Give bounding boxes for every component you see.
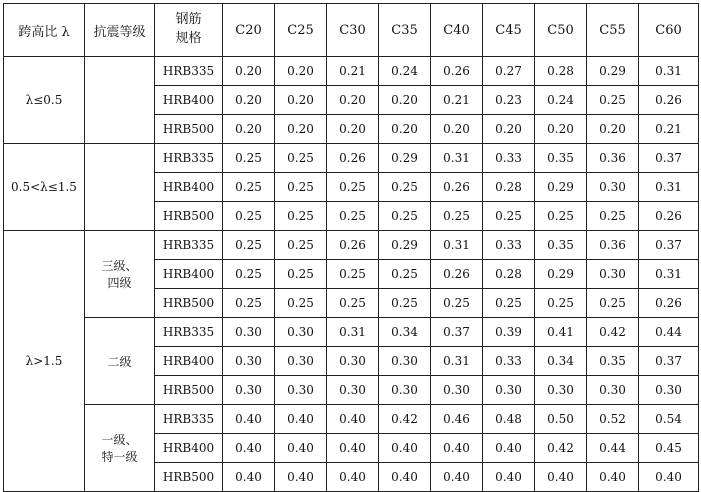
coefficient-cell: 0.25 xyxy=(431,202,483,231)
coefficient-cell: 0.35 xyxy=(535,231,587,260)
coefficient-cell: 0.41 xyxy=(535,318,587,347)
header-concrete-grade: C25 xyxy=(275,4,327,57)
coefficient-cell: 0.30 xyxy=(535,376,587,405)
header-concrete-grade: C55 xyxy=(587,4,639,57)
coefficient-cell: 0.31 xyxy=(431,144,483,173)
coefficient-cell: 0.46 xyxy=(431,405,483,434)
coefficient-cell: 0.40 xyxy=(639,463,699,492)
rebar-spec-cell: HRB500 xyxy=(155,115,223,144)
coefficient-cell: 0.40 xyxy=(275,405,327,434)
coefficient-cell: 0.37 xyxy=(639,144,699,173)
coefficient-cell: 0.25 xyxy=(275,260,327,289)
rebar-spec-cell: HRB335 xyxy=(155,231,223,260)
coefficient-cell: 0.28 xyxy=(535,57,587,86)
coefficient-cell: 0.25 xyxy=(327,289,379,318)
coefficient-cell: 0.36 xyxy=(587,231,639,260)
header-concrete-grade: C35 xyxy=(379,4,431,57)
coefficient-cell: 0.25 xyxy=(275,231,327,260)
coefficient-cell: 0.25 xyxy=(223,144,275,173)
header-rebar-spec-line: 规格 xyxy=(175,31,202,46)
coefficient-cell: 0.40 xyxy=(587,463,639,492)
coefficient-cell: 0.23 xyxy=(483,86,535,115)
coefficient-cell: 0.25 xyxy=(223,260,275,289)
coefficient-cell: 0.33 xyxy=(483,231,535,260)
rebar-spec-cell: HRB335 xyxy=(155,144,223,173)
coefficient-cell: 0.20 xyxy=(379,86,431,115)
coefficient-cell: 0.30 xyxy=(275,318,327,347)
coefficient-cell: 0.21 xyxy=(431,86,483,115)
coefficient-cell: 0.25 xyxy=(431,289,483,318)
coefficient-cell: 0.25 xyxy=(587,86,639,115)
coefficient-cell: 0.25 xyxy=(587,289,639,318)
span-ratio-cell: λ>1.5 xyxy=(4,231,85,492)
coefficient-cell: 0.29 xyxy=(587,57,639,86)
table-row xyxy=(4,405,699,434)
coefficient-cell: 0.29 xyxy=(379,144,431,173)
seismic-grade-line: 特一级 xyxy=(101,450,138,464)
coefficient-cell: 0.20 xyxy=(587,115,639,144)
coefficient-cell: 0.20 xyxy=(379,115,431,144)
seismic-grade-cell xyxy=(85,144,155,231)
rebar-spec-cell: HRB400 xyxy=(155,260,223,289)
seismic-grade-cell xyxy=(85,57,155,144)
coefficient-cell: 0.37 xyxy=(431,318,483,347)
coefficient-cell: 0.40 xyxy=(535,463,587,492)
coefficient-cell: 0.20 xyxy=(223,57,275,86)
header-concrete-grade: C30 xyxy=(327,4,379,57)
coefficient-cell: 0.30 xyxy=(431,376,483,405)
coefficient-cell: 0.20 xyxy=(275,57,327,86)
coefficient-cell: 0.37 xyxy=(639,347,699,376)
coefficient-cell: 0.31 xyxy=(431,347,483,376)
rebar-spec-cell: HRB335 xyxy=(155,318,223,347)
rebar-spec-cell: HRB500 xyxy=(155,202,223,231)
seismic-grade-cell xyxy=(85,318,155,405)
coefficient-cell: 0.30 xyxy=(275,347,327,376)
coefficient-cell: 0.25 xyxy=(327,173,379,202)
coefficient-cell: 0.42 xyxy=(587,318,639,347)
coefficient-cell: 0.34 xyxy=(379,318,431,347)
table-row xyxy=(4,57,699,86)
coefficient-cell: 0.31 xyxy=(431,231,483,260)
coefficient-cell: 0.39 xyxy=(483,318,535,347)
coefficient-cell: 0.40 xyxy=(275,463,327,492)
coefficient-cell: 0.25 xyxy=(275,173,327,202)
coefficient-cell: 0.30 xyxy=(379,347,431,376)
coefficient-cell: 0.35 xyxy=(535,144,587,173)
coefficient-cell: 0.30 xyxy=(223,318,275,347)
coefficient-cell: 0.40 xyxy=(275,434,327,463)
coefficient-cell: 0.25 xyxy=(483,289,535,318)
coefficient-cell: 0.26 xyxy=(639,289,699,318)
coefficient-cell: 0.40 xyxy=(483,434,535,463)
rebar-spec-cell: HRB400 xyxy=(155,173,223,202)
seismic-grade-line: 二级 xyxy=(107,354,132,369)
coefficient-cell: 0.40 xyxy=(379,434,431,463)
coefficient-cell: 0.40 xyxy=(327,405,379,434)
seismic-grade-line: 三级、 xyxy=(101,259,138,273)
coefficient-cell: 0.33 xyxy=(483,347,535,376)
coefficient-cell: 0.24 xyxy=(379,57,431,86)
coefficient-cell: 0.20 xyxy=(223,115,275,144)
coefficient-cell: 0.29 xyxy=(535,173,587,202)
coefficient-cell: 0.25 xyxy=(587,202,639,231)
coefficient-cell: 0.36 xyxy=(587,144,639,173)
coefficient-cell: 0.34 xyxy=(535,347,587,376)
coefficient-cell: 0.35 xyxy=(587,347,639,376)
coefficient-cell: 0.21 xyxy=(639,115,699,144)
coefficient-cell: 0.26 xyxy=(639,86,699,115)
coefficient-cell: 0.30 xyxy=(223,376,275,405)
header-concrete-grade: C20 xyxy=(223,4,275,57)
coefficient-cell: 0.25 xyxy=(483,202,535,231)
table-row xyxy=(4,318,699,347)
coefficient-cell: 0.30 xyxy=(639,376,699,405)
coefficient-cell: 0.26 xyxy=(327,231,379,260)
coefficient-cell: 0.30 xyxy=(275,376,327,405)
rebar-spec-cell: HRB500 xyxy=(155,376,223,405)
coefficient-cell: 0.25 xyxy=(327,260,379,289)
coefficient-cell: 0.26 xyxy=(431,260,483,289)
seismic-grade-line: 四级 xyxy=(107,276,132,290)
coefficient-cell: 0.31 xyxy=(639,260,699,289)
rebar-spec-cell: HRB400 xyxy=(155,434,223,463)
coefficient-cell: 0.44 xyxy=(587,434,639,463)
coefficient-cell: 0.25 xyxy=(379,173,431,202)
coefficient-cell: 0.37 xyxy=(639,231,699,260)
coefficient-cell: 0.25 xyxy=(535,202,587,231)
coefficient-cell: 0.42 xyxy=(379,405,431,434)
coefficient-cell: 0.40 xyxy=(327,434,379,463)
coefficient-cell: 0.30 xyxy=(587,260,639,289)
coefficient-cell: 0.40 xyxy=(223,405,275,434)
rebar-spec-cell: HRB335 xyxy=(155,57,223,86)
coefficient-cell: 0.24 xyxy=(535,86,587,115)
coefficient-cell: 0.25 xyxy=(275,289,327,318)
coefficient-cell: 0.25 xyxy=(379,289,431,318)
coefficient-cell: 0.20 xyxy=(275,86,327,115)
coefficient-cell: 0.20 xyxy=(327,86,379,115)
header-concrete-grade: C50 xyxy=(535,4,587,57)
coefficient-cell: 0.42 xyxy=(535,434,587,463)
rebar-spec-cell: HRB400 xyxy=(155,347,223,376)
coefficient-cell: 0.33 xyxy=(483,144,535,173)
coefficient-table xyxy=(3,3,699,492)
table-row xyxy=(4,144,699,173)
coefficient-cell: 0.48 xyxy=(483,405,535,434)
coefficient-cell: 0.40 xyxy=(223,463,275,492)
coefficient-cell: 0.31 xyxy=(639,173,699,202)
coefficient-cell: 0.20 xyxy=(483,115,535,144)
coefficient-cell: 0.25 xyxy=(327,202,379,231)
coefficient-cell: 0.25 xyxy=(379,260,431,289)
coefficient-cell: 0.20 xyxy=(223,86,275,115)
header-rebar-spec xyxy=(155,4,223,57)
header-seismic-grade: 抗震等级 xyxy=(85,4,155,57)
coefficient-cell: 0.26 xyxy=(327,144,379,173)
coefficient-cell: 0.26 xyxy=(431,173,483,202)
coefficient-cell: 0.25 xyxy=(379,202,431,231)
coefficient-cell: 0.30 xyxy=(379,376,431,405)
coefficient-cell: 0.45 xyxy=(639,434,699,463)
table-row xyxy=(4,231,699,260)
rebar-spec-cell: HRB500 xyxy=(155,289,223,318)
seismic-grade-cell xyxy=(85,405,155,492)
coefficient-cell: 0.20 xyxy=(535,115,587,144)
coefficient-cell: 0.26 xyxy=(431,57,483,86)
coefficient-cell: 0.30 xyxy=(327,347,379,376)
coefficient-cell: 0.30 xyxy=(223,347,275,376)
coefficient-cell: 0.28 xyxy=(483,173,535,202)
header-concrete-grade: C40 xyxy=(431,4,483,57)
rebar-spec-cell: HRB335 xyxy=(155,405,223,434)
header-span-ratio: 跨高比 λ xyxy=(4,4,85,57)
coefficient-cell: 0.21 xyxy=(327,57,379,86)
coefficient-cell: 0.31 xyxy=(639,57,699,86)
coefficient-cell: 0.50 xyxy=(535,405,587,434)
coefficient-cell: 0.25 xyxy=(223,173,275,202)
coefficient-cell: 0.31 xyxy=(327,318,379,347)
coefficient-cell: 0.30 xyxy=(587,376,639,405)
header-concrete-grade: C60 xyxy=(639,4,699,57)
coefficient-cell: 0.28 xyxy=(483,260,535,289)
coefficient-cell: 0.25 xyxy=(535,289,587,318)
coefficient-cell: 0.54 xyxy=(639,405,699,434)
coefficient-cell: 0.40 xyxy=(431,463,483,492)
coefficient-cell: 0.25 xyxy=(223,231,275,260)
coefficient-cell: 0.29 xyxy=(535,260,587,289)
coefficient-cell: 0.52 xyxy=(587,405,639,434)
coefficient-cell: 0.40 xyxy=(483,463,535,492)
span-ratio-cell: λ≤0.5 xyxy=(4,57,85,144)
coefficient-cell: 0.40 xyxy=(431,434,483,463)
coefficient-cell: 0.20 xyxy=(431,115,483,144)
coefficient-cell: 0.30 xyxy=(327,376,379,405)
coefficient-cell: 0.20 xyxy=(275,115,327,144)
coefficient-cell: 0.25 xyxy=(223,289,275,318)
coefficient-cell: 0.40 xyxy=(327,463,379,492)
coefficient-cell: 0.40 xyxy=(379,463,431,492)
coefficient-cell: 0.40 xyxy=(223,434,275,463)
coefficient-cell: 0.30 xyxy=(587,173,639,202)
coefficient-cell: 0.27 xyxy=(483,57,535,86)
coefficient-cell: 0.25 xyxy=(223,202,275,231)
coefficient-cell: 0.26 xyxy=(639,202,699,231)
header-row xyxy=(4,4,699,57)
rebar-spec-cell: HRB400 xyxy=(155,86,223,115)
coefficient-cell: 0.25 xyxy=(275,202,327,231)
coefficient-cell: 0.44 xyxy=(639,318,699,347)
header-concrete-grade: C45 xyxy=(483,4,535,57)
span-ratio-cell: 0.5<λ≤1.5 xyxy=(4,144,85,231)
header-rebar-spec-line: 钢筋 xyxy=(175,12,202,28)
coefficient-cell: 0.29 xyxy=(379,231,431,260)
seismic-grade-cell xyxy=(85,231,155,318)
seismic-grade-line: 一级、 xyxy=(101,433,138,447)
table-body xyxy=(4,57,699,492)
coefficient-cell: 0.25 xyxy=(275,144,327,173)
coefficient-cell: 0.30 xyxy=(483,376,535,405)
rebar-spec-cell: HRB500 xyxy=(155,463,223,492)
coefficient-cell: 0.20 xyxy=(327,115,379,144)
